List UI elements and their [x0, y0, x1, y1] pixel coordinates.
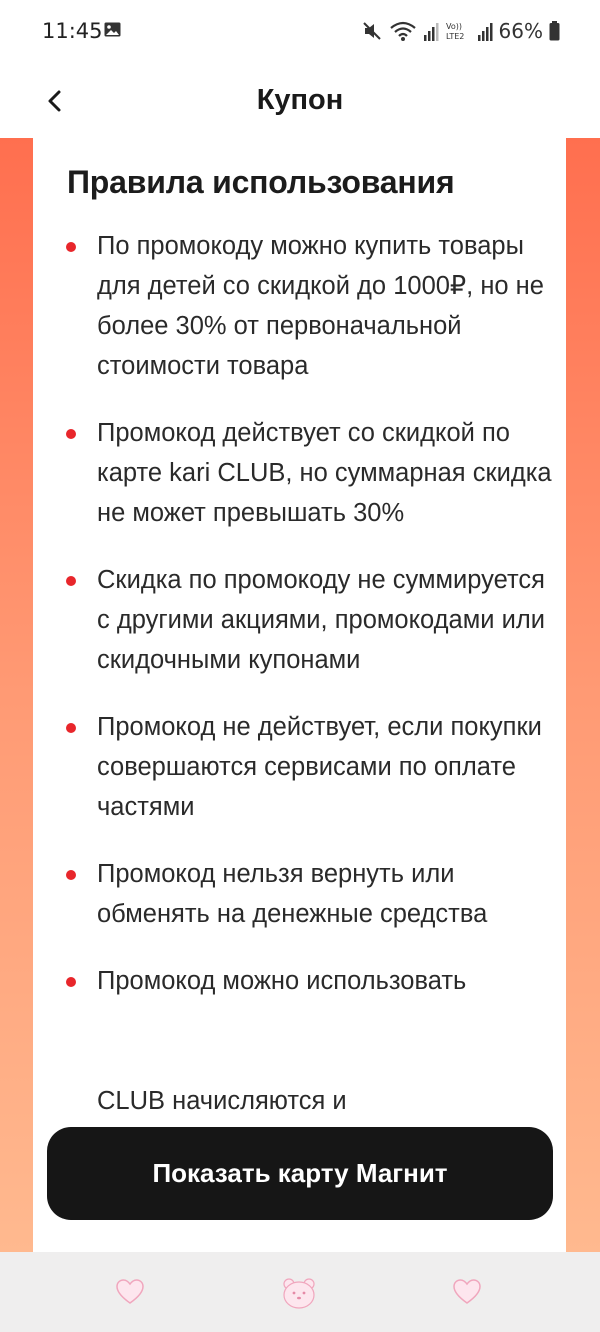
- volte-icon: [445, 20, 471, 42]
- status-indicators: [361, 18, 560, 44]
- bear-face-icon[interactable]: [281, 1276, 317, 1310]
- bullet-dot: [66, 576, 76, 586]
- rules-list: [33, 226, 566, 1148]
- rule-text: Промокод действует со скидкой по карте kari CLUB, но суммарная скидка не может превышать 30%: [97, 419, 552, 527]
- mute-icon: [361, 20, 383, 42]
- rules-title: Правила использования: [67, 164, 455, 200]
- page-title: Купон: [256, 84, 344, 116]
- signal-icon-2: [477, 21, 493, 41]
- rule-text: Промокод можно использовать: [97, 967, 467, 995]
- rule-item: [33, 226, 566, 386]
- rule-text: Промокод не действует, если покупки совершаются сервисами по оплате частями: [97, 713, 542, 821]
- nav-header: [0, 62, 600, 138]
- rule-item-continued: [33, 1081, 566, 1121]
- rule-text: Скидка по промокоду не суммируется с другими акциями, промокодами или скидочными купонами: [97, 566, 545, 674]
- rule-text: Промокод нельзя вернуть или обменять на денежные средства: [97, 860, 488, 928]
- svg-text:LTE2: LTE2: [445, 32, 464, 41]
- battery-percentage: 66%: [498, 19, 543, 43]
- heart-icon[interactable]: [452, 1278, 482, 1306]
- rule-item: [33, 707, 566, 827]
- status-time: 11:45: [42, 19, 103, 43]
- svg-text:Vo)): Vo)): [445, 22, 462, 31]
- bullet-dot: [66, 723, 76, 733]
- show-magnit-card-button[interactable]: Показать карту Магнит: [47, 1127, 553, 1220]
- bullet-dot: [66, 429, 76, 439]
- rules-card: [33, 138, 566, 1252]
- wifi-icon: [389, 20, 417, 42]
- bottom-nav: [0, 1252, 600, 1332]
- rule-item: [33, 961, 566, 1001]
- bullet-dot: [66, 870, 76, 880]
- rule-item: [33, 854, 566, 934]
- signal-icon: [423, 21, 439, 41]
- bullet-dot: [66, 242, 76, 252]
- status-bar: [0, 0, 600, 62]
- bullet-dot: [66, 977, 76, 987]
- rule-item: [33, 413, 566, 533]
- heart-icon[interactable]: [115, 1278, 145, 1306]
- rule-text: CLUB начисляются и: [97, 1087, 347, 1115]
- image-notification-icon: [104, 22, 121, 37]
- rule-item: [33, 560, 566, 680]
- rule-text: По промокоду можно купить товары для детей со скидкой до 1000₽, но не более 30% от первоначальной стоимости товара: [97, 232, 544, 380]
- battery-icon: [549, 21, 560, 41]
